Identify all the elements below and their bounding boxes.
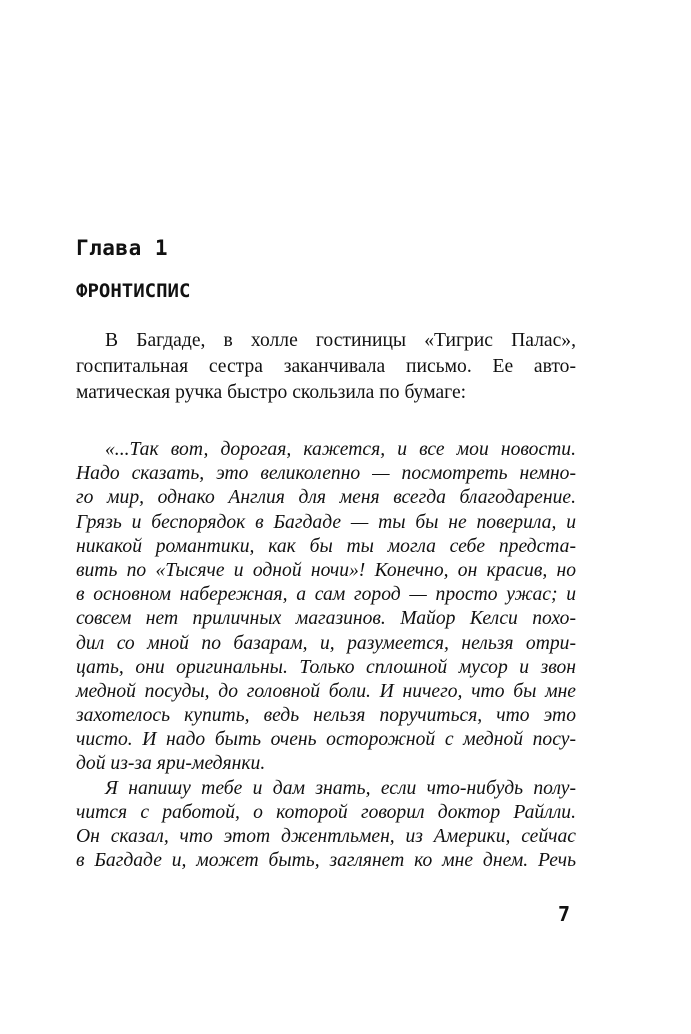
letter-line: дил со мной по базарам, и, разумеется, нельзя отри-: [76, 632, 576, 654]
letter-line: Я напишу тебе и дам знать, если что-нибудь полу-: [105, 777, 576, 799]
letter-line: Он сказал, что этот джентльмен, из Америки, сейчас: [76, 826, 576, 847]
chapter-label: Глава 1: [76, 236, 169, 260]
letter-line: совсем нет приличных магазинов. Майор Келси похо-: [76, 608, 576, 630]
letter-line: вить по «Тысяче и одной ночи»! Конечно, он красив, но: [76, 559, 576, 581]
letter-line: в Багдаде и, может быть, заглянет ко мне днем. Речь: [76, 850, 576, 872]
letter-line: чисто. И надо быть очень осторожной с медной посу-: [76, 729, 576, 751]
intro-line: В Багдаде, в холле гостиницы «Тигрис Палас»,: [105, 330, 576, 351]
intro-line: матическая ручка быстро скользила по бумаге:: [76, 382, 467, 403]
letter-text: [76, 438, 576, 873]
intro-line: госпитальная сестра заканчивала письмо. Ее авто-: [76, 356, 576, 377]
intro-paragraph: [76, 328, 576, 406]
letter-line: го мир, однако Англия для меня всегда благодарение.: [76, 487, 576, 509]
letter-line: дой из-за яри-медянки.: [76, 753, 266, 775]
letter-line: захотелось купить, ведь нельзя поручиться, что это: [76, 705, 576, 727]
letter-line: чится с работой, о которой говорил доктор Райлли.: [76, 801, 576, 823]
letter-line: никакой романтики, как бы ты могла себе предста-: [76, 535, 576, 557]
letter-line: «...Так вот, дорогая, кажется, и все мои новости.: [105, 439, 576, 460]
letter-line: медной посуды, до головной боли. И ничего, что бы мне: [76, 680, 576, 702]
letter-line: цать, они оригинальны. Только сплошной мусор и звон: [76, 656, 576, 678]
page-number: 7: [558, 902, 571, 926]
letter-line: Надо сказать, это великолепно — посмотреть немно-: [76, 463, 576, 485]
letter-line: Грязь и беспорядок в Багдаде — ты бы не поверила, и: [76, 511, 576, 533]
chapter-title: ФРОНТИСПИС: [76, 280, 191, 302]
letter-line: в основном набережная, а сам город — просто ужас; и: [76, 584, 576, 606]
